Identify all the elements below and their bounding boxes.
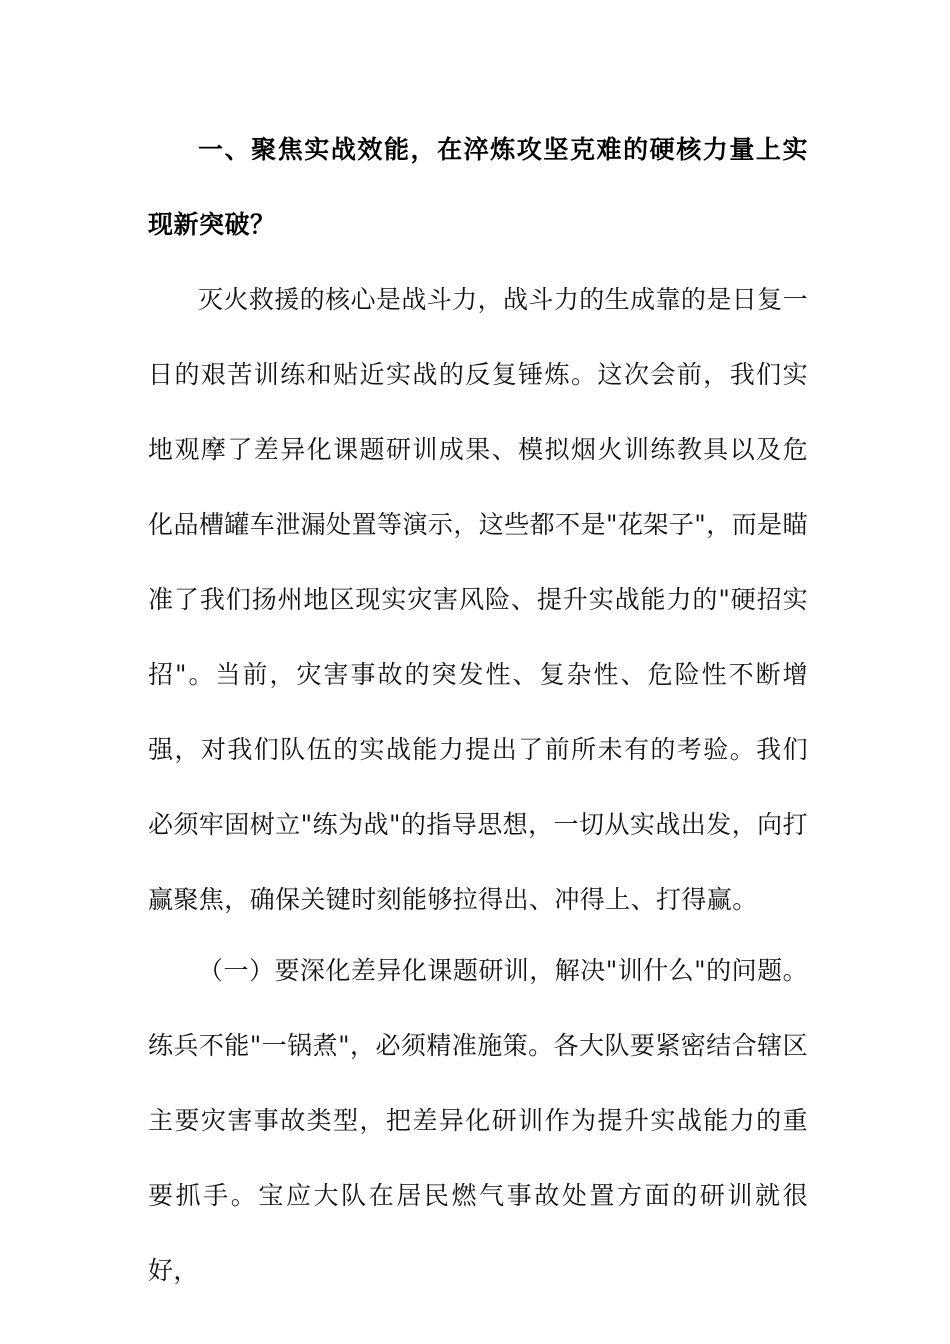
section-heading: 一、聚焦实战效能，在淬炼攻坚克难的硬核力量上实现新突破？ [148,135,808,239]
body-paragraph-1: 灭火救援的核心是战斗力，战斗力的生成靠的是日复一日的艰苦训练和贴近实战的反复锤炼。这次会前，我们实地观摩了差异化课题研训成果、模拟烟火训练教具以及危化品槽罐车泄漏处置等演示，这些都不是"花架子"，而是瞄准了我们扬州地区现实灾害风险、提升实战能力的"硬招实招"。当前，灾害事故的突发性、复杂性、危险性不断增强，对我们队伍的实战能力提出了前所未有的考验。我们必须牢固树立"练为战"的指导思想，一切从实战出发，向打赢聚焦，确保关键时刻能够拉得出、冲得上、打得赢。 [148,285,808,914]
body-paragraph-2: （一）要深化差异化课题研训，解决"训什么"的问题。练兵不能"一锅煮"，必须精准施策。各大队要紧密结合辖区主要灾害事故类型，把差异化研训作为提升实战能力的重要抓手。宝应大队在居民燃气事故处置方面的研训就很好， [148,956,808,1285]
